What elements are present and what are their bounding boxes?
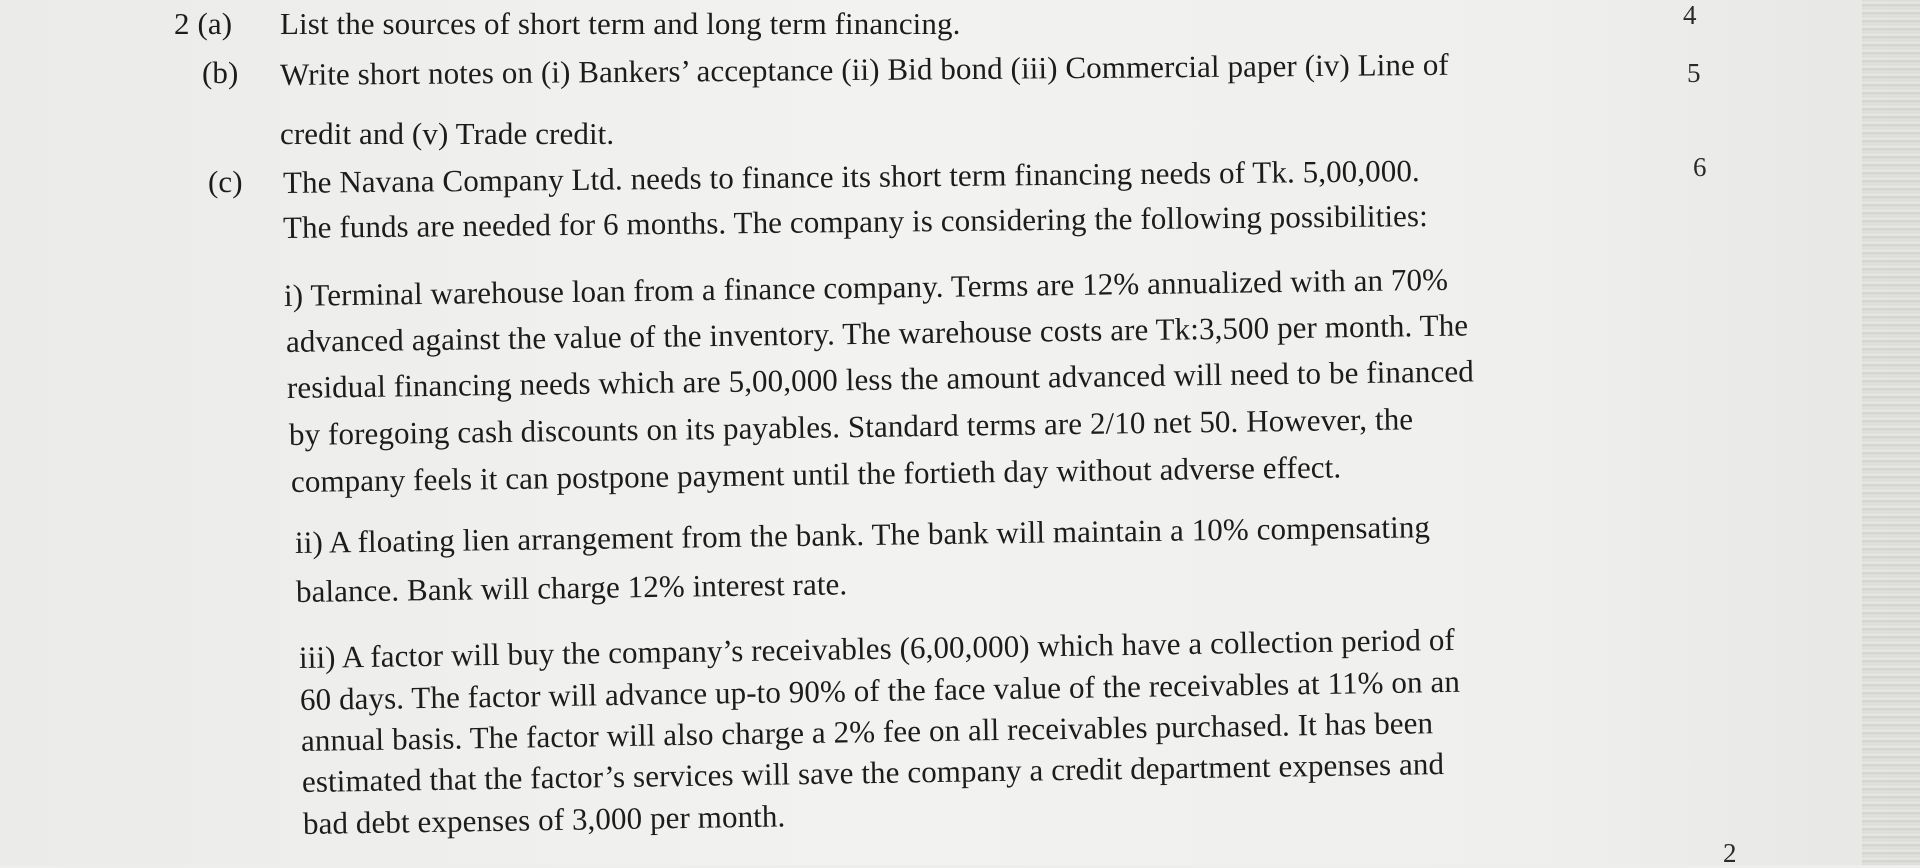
option-i-line-2: advanced against the value of the inventory. The warehouse costs are Tk:3,500 per month. The <box>285 307 1469 359</box>
next-question-marks: 2 <box>1723 838 1737 868</box>
part-c-label: (c) <box>208 164 243 199</box>
option-iii-line-4: estimated that the factor’s services will save the company a credit department expenses and <box>301 746 1445 799</box>
option-iii-line-2: 60 days. The factor will advance up-to 90% of the face value of the receivables at 11% on an <box>299 663 1461 717</box>
part-a-label: (a) <box>197 6 233 41</box>
option-i-line-4: by foregoing cash discounts on its payables. Standard terms are 2/10 net 50. However, the <box>288 401 1414 452</box>
option-i-line-3: residual financing needs which are 5,00,000 less the amount advanced will need to be financed <box>286 353 1475 405</box>
part-c-line-1: The Navana Company Ltd. needs to finance its short term financing needs of Tk. 5,00,000. <box>282 153 1420 200</box>
part-c-line-2: The funds are needed for 6 months. The company is considering the following possibilities: <box>282 198 1428 245</box>
option-ii-line-2: balance. Bank will charge 12% interest rate. <box>295 566 848 609</box>
option-i-line-1: i) Terminal warehouse loan from a finance company. Terms are 12% annualized with an 70% <box>283 261 1449 313</box>
option-iii-line-3: annual basis. The factor will also charge a 2% fee on all receivables purchased. It has been <box>300 705 1434 758</box>
question-number-2a <box>174 6 232 42</box>
page-edge-shadow <box>1862 0 1920 865</box>
option-iii-line-5: bad debt expenses of 3,000 per month. <box>302 798 786 841</box>
option-ii-line-1: ii) A floating lien arrangement from the bank. The bank will maintain a 10% compensating <box>294 509 1431 560</box>
part-b-line-1: Write short notes on (i) Bankers’ acceptance (ii) Bid bond (iii) Commercial paper (iv) Line of <box>279 46 1449 92</box>
part-a-text: List the sources of short term and long term financing. <box>280 6 961 41</box>
part-c-marks: 6 <box>1693 152 1707 182</box>
part-a-marks: 4 <box>1683 0 1697 30</box>
part-b-line-2: credit and (v) Trade credit. <box>280 116 615 151</box>
option-iii-line-1: iii) A factor will buy the company’s receivables (6,00,000) which have a collection period of <box>298 621 1456 675</box>
question-number: 2 <box>174 6 190 41</box>
part-b-marks: 5 <box>1687 58 1701 88</box>
part-b-label: (b) <box>202 55 239 90</box>
option-i-line-5: company feels it can postpone payment until the fortieth day without adverse effect. <box>290 449 1342 499</box>
